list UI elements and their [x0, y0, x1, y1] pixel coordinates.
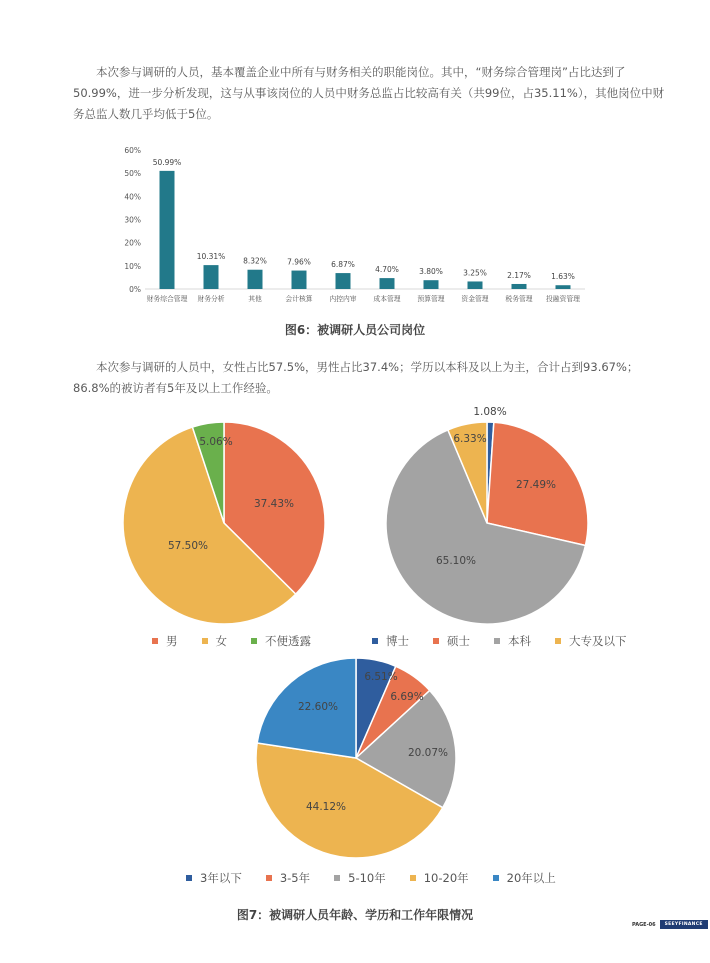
legend-label: 3年以下 — [200, 871, 242, 885]
legend-label: 博士 — [386, 634, 409, 648]
bar — [160, 171, 175, 289]
slice-label: 27.49% — [515, 479, 557, 491]
legend-label: 大专及以下 — [569, 634, 627, 648]
page-footer — [632, 920, 708, 929]
bar-value-label: 3.25% — [463, 268, 487, 278]
y-tick-label: 0% — [129, 285, 141, 294]
y-tick-label: 20% — [124, 238, 141, 248]
education-pie-chart — [386, 406, 588, 624]
bar — [512, 284, 527, 289]
legend-swatch — [372, 638, 378, 644]
work-years-pie-chart — [256, 658, 456, 858]
y-tick-label: 40% — [124, 192, 141, 202]
y-tick-label: 60% — [124, 146, 141, 155]
bar-value-label: 7.96% — [287, 257, 311, 267]
bar-value-label: 50.99% — [152, 157, 182, 167]
bar — [248, 270, 263, 289]
page-number: PAGE-06 — [632, 921, 656, 928]
slice-label: 5.06% — [199, 436, 233, 448]
bar-value-label: 8.32% — [243, 256, 267, 266]
brand-badge: SEEYFINANCE — [660, 920, 708, 929]
slice-label: 20.07% — [407, 747, 449, 759]
legend-label: 男 — [166, 634, 178, 648]
figure-6-caption: 图6：被调研人员公司岗位 — [284, 323, 426, 337]
legend-item — [266, 870, 310, 886]
legend-item — [410, 870, 469, 886]
legend-item — [202, 633, 228, 649]
legend-label: 3-5年 — [279, 871, 311, 885]
legend-swatch — [266, 875, 272, 881]
demographics-paragraph: 本次参与调研的人员中，女性占比57.5%，男性占比37.4%；学历以本科及以上为主，合计占到93.67%；86.8%的被访者有5年及以上工作经验。 — [73, 360, 639, 395]
x-tick-label: 财务综合管理 — [146, 295, 188, 303]
work-years-legend — [186, 870, 556, 886]
bar — [556, 285, 571, 289]
job-position-bar-chart — [124, 146, 585, 303]
intro-paragraph: 本次参与调研的人员，基本覆盖企业中所有与财务相关的职能岗位。其中，“财务综合管理岗”占比达到了50.99%，进一步分析发现，这与从事该岗位的人员中财务总监占比较高有关（共99位，占35.11%），其他岗位中财务总监人数几乎均低于5位。 — [73, 65, 665, 121]
slice-label: 1.08% — [473, 406, 507, 418]
bar-value-label: 10.31% — [196, 252, 226, 262]
legend-item — [372, 633, 409, 649]
bar-value-label: 3.80% — [419, 267, 443, 277]
gender-legend — [152, 633, 311, 649]
slice-label: 37.43% — [253, 498, 295, 510]
x-tick-label: 内控内审 — [329, 295, 357, 303]
y-tick-label: 50% — [124, 169, 141, 179]
legend-label: 5-10年 — [348, 871, 386, 885]
bar — [380, 278, 395, 289]
legend-item — [433, 633, 470, 649]
legend-swatch — [334, 875, 340, 881]
figure-7-caption: 图7：被调研人员年龄、学历和工作年限情况 — [236, 908, 474, 922]
bar-value-label: 1.63% — [551, 272, 575, 282]
legend-item — [152, 633, 178, 649]
legend-item — [186, 870, 242, 886]
legend-label: 本科 — [508, 634, 531, 648]
legend-swatch — [555, 638, 561, 644]
slice-label: 6.51% — [364, 671, 398, 683]
bar — [424, 280, 439, 289]
bar — [292, 271, 307, 289]
legend-swatch — [251, 638, 257, 644]
legend-swatch — [186, 875, 192, 881]
legend-label: 20年以上 — [506, 871, 556, 885]
slice-label: 44.12% — [305, 801, 347, 813]
bar — [468, 281, 483, 289]
slice-label: 6.33% — [453, 433, 487, 445]
y-tick-label: 30% — [124, 215, 141, 225]
x-tick-label: 会计核算 — [285, 295, 313, 303]
legend-swatch — [494, 638, 500, 644]
legend-label: 硕士 — [447, 634, 470, 648]
legend-swatch — [202, 638, 208, 644]
legend-item — [334, 870, 386, 886]
slice-label: 57.50% — [167, 540, 209, 552]
x-tick-label: 其他 — [248, 295, 262, 303]
bar — [336, 273, 351, 289]
bar-value-label: 6.87% — [331, 260, 355, 270]
legend-item — [493, 870, 556, 886]
legend-swatch — [410, 875, 416, 881]
legend-label: 女 — [215, 634, 227, 648]
x-tick-label: 资金管理 — [461, 295, 489, 303]
legend-item — [494, 633, 531, 649]
x-tick-label: 投融资管理 — [546, 295, 580, 303]
bar — [204, 265, 219, 289]
x-tick-label: 财务分析 — [197, 295, 225, 303]
bar-value-label: 2.17% — [507, 270, 531, 280]
legend-swatch — [152, 638, 158, 644]
slice-label: 65.10% — [435, 555, 477, 567]
x-tick-label: 税务管理 — [505, 295, 533, 303]
legend-swatch — [493, 875, 499, 881]
y-tick-label: 10% — [124, 261, 141, 271]
legend-label: 10-20年 — [423, 871, 469, 885]
legend-label: 不便透露 — [265, 634, 311, 648]
legend-swatch — [433, 638, 439, 644]
x-tick-label: 成本管理 — [373, 295, 401, 303]
x-tick-label: 预算管理 — [417, 295, 445, 303]
slice-label: 6.69% — [390, 691, 424, 703]
gender-pie-chart — [123, 422, 325, 624]
slice-label: 22.60% — [297, 701, 339, 713]
legend-item — [555, 633, 627, 649]
legend-item — [251, 633, 311, 649]
bar-value-label: 4.70% — [375, 265, 399, 275]
education-legend — [372, 633, 627, 649]
